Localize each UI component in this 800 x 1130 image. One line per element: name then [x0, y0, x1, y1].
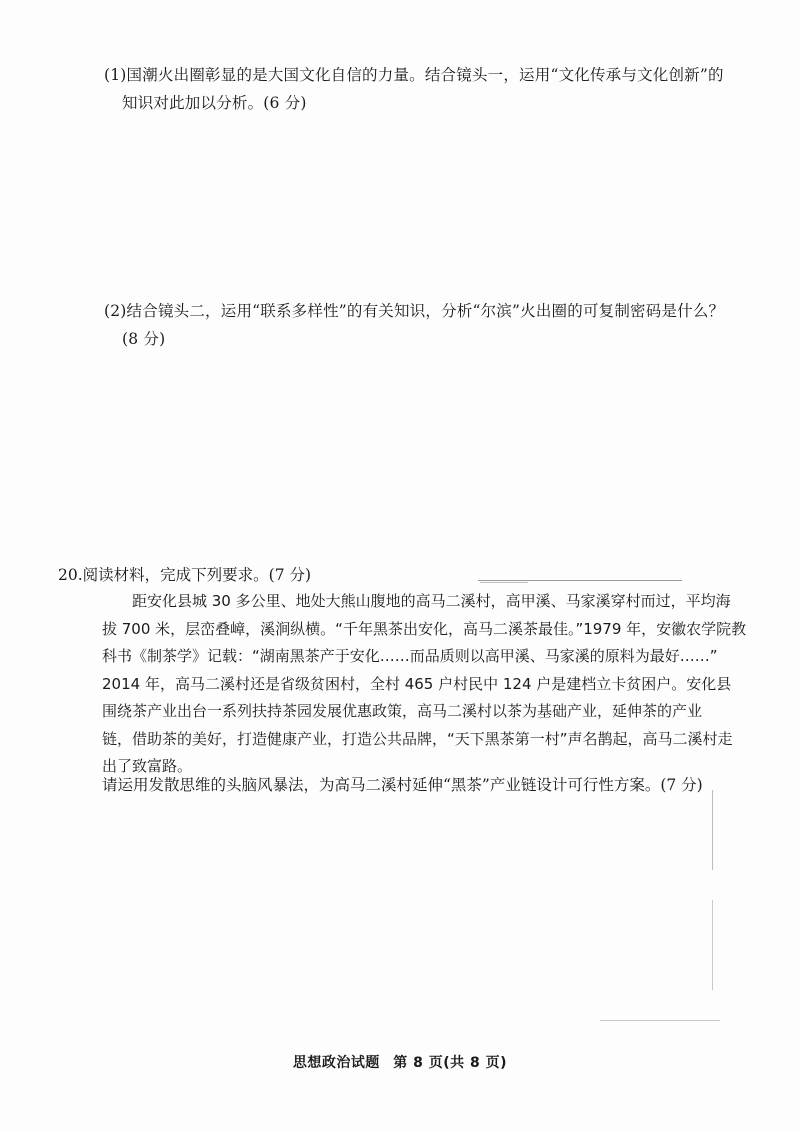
question-20-heading: 20.阅读材料，完成下列要求。(7 分) [58, 566, 312, 584]
material-line: 围绕茶产业出台一系列扶持茶园发展优惠政策，高马二溪村以茶为基础产业，延伸茶的产业 [102, 702, 703, 720]
scan-artifact-line [478, 580, 682, 581]
material-line: 科书《制茶学》记载：“湖南黑茶产于安化……而品质则以高甲溪、马家溪的原料为最好……” [102, 647, 718, 665]
scan-artifact-line [480, 582, 528, 583]
question-20-material [102, 588, 747, 781]
material-line: 距安化县城 30 多公里、地处大熊山腹地的高马二溪村，高甲溪、马家溪穿村而过，平均海 [132, 592, 731, 610]
scan-artifact-line [600, 1020, 720, 1021]
footer-page-number: 第 8 页(共 8 页) [393, 1055, 508, 1071]
question-1-line-1: (1)国潮火出圈彰显的是大国文化自信的力量。结合镜头一，运用“文化传承与文化创新”的 [104, 66, 724, 84]
question-20-task: 请运用发散思维的头脑风暴法，为高马二溪村延伸“黑茶”产业链设计可行性方案。(7 分) [102, 776, 703, 794]
material-line: 2014 年，高马二溪村还是省级贫困村，全村 465 户村民中 124 户是建档立卡贫困户。安化县 [102, 674, 732, 693]
question-2-line-2: (8 分) [122, 330, 166, 348]
material-line: 链，借助茶的美好，打造健康产业，打造公共品牌，“天下黑茶第一村”声名鹊起，高马二溪村走 [102, 729, 733, 748]
scan-artifact-vertical [712, 790, 713, 990]
material-line: 出了致富路。 [102, 757, 193, 775]
page-footer [0, 1052, 800, 1072]
footer-subject: 思想政治试题 [292, 1055, 380, 1071]
question-1-line-2: 知识对此加以分析。(6 分) [122, 94, 307, 112]
question-2-line-1: (2)结合镜头二，运用“联系多样性”的有关知识，分析“尔滨”火出圈的可复制密码是什么？ [104, 302, 725, 320]
material-line: 拔 700 米，层峦叠嶂，溪涧纵横。“千年黑茶出安化，高马二溪茶最佳。”1979 年，安徽农学院教 [102, 619, 747, 638]
